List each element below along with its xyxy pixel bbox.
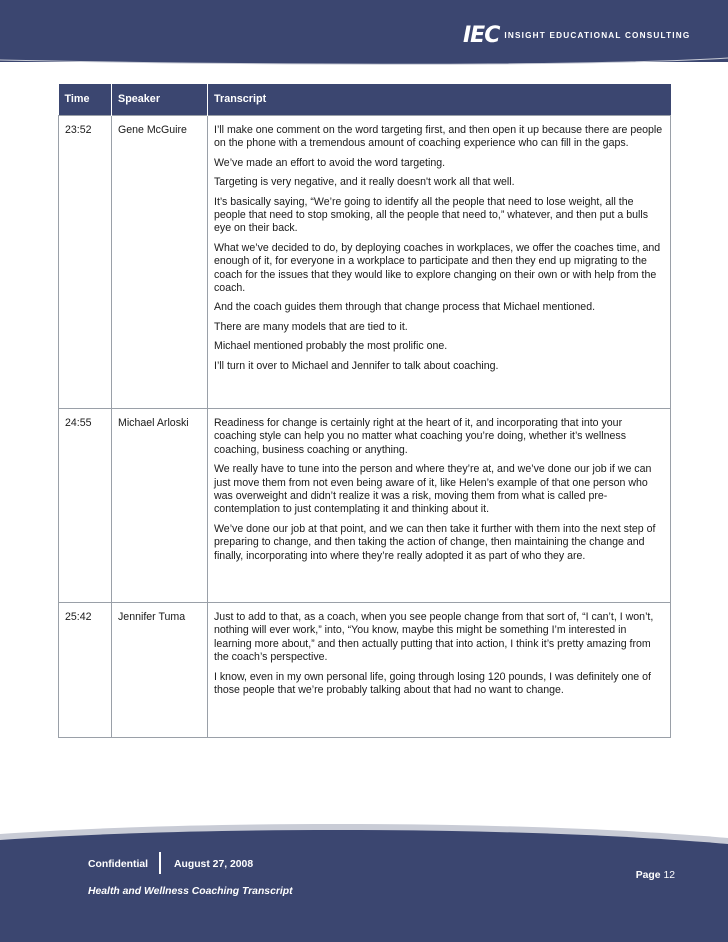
speaker-cell: Jennifer Tuma [112, 603, 208, 738]
footer-band [0, 812, 728, 942]
company-logo [463, 24, 690, 48]
transcript-paragraph: Targeting is very negative, and it really doesn't work all that well. [214, 176, 515, 189]
time-cell: 25:42 [59, 603, 112, 738]
transcript-paragraph: We’ve made an effort to avoid the word targeting. [214, 156, 446, 169]
table-row [59, 603, 671, 738]
transcript-paragraph: We really have to tune into the person and where they’re at, and we’ve done our job if we can just move them from not even being aware of it, like Helen’s example of that one person who was overweight and didn’t realize it was a risk, moving them from what is called pre-contemplation to just contemplating it and thinking about it. [214, 463, 652, 516]
transcript-cell [208, 603, 671, 738]
header-curve [0, 44, 728, 84]
time-cell: 24:55 [59, 409, 112, 603]
transcript-paragraph: I’ll turn it over to Michael and Jennifer to talk about coaching. [214, 359, 499, 372]
table-header-row [59, 84, 671, 116]
transcript-paragraph: Just to add to that, as a coach, when you see people change from that sort of, “I can’t, I won’t, nothing will ever work,” into, “You know, maybe this might be something I’m interested in learning more about,” and then actually putting that into action, I think it’s pretty amazing from the coach’s perspective. [214, 611, 654, 664]
page-label: Page [635, 870, 661, 881]
logo-text: INSIGHT EDUCATIONAL CONSULTING [504, 31, 691, 40]
page-number-value: 12 [663, 870, 675, 881]
transcript-paragraph: We’ve done our job at that point, and we can then take it further with them into the next step of preparing to change, and then taking the action of change, then maintaining the change and finally, incorporating into where they’re really adopted it as part of who they are. [214, 522, 656, 562]
time-cell: 23:52 [59, 116, 112, 409]
transcript-table [58, 84, 671, 738]
footer-date: August 27, 2008 [174, 859, 254, 870]
confidential-label: Confidential [88, 859, 149, 870]
transcript-paragraph: It’s basically saying, “We’re going to identify all the people that need to lose weight, all the people that need to stop smoking, all the people that need to,” whatever, and then put a bulls eye on their back. [214, 195, 649, 235]
transcript-paragraph: I’ll make one comment on the word targeting first, and then open it up because there are people on the phone with a tremendous amount of coaching experience who can fill in the gaps. [214, 124, 663, 150]
transcript-paragraph: Readiness for change is certainly right at the heart of it, and incorporating that into your coaching style can help you no matter what coaching you’re doing, whether it’s wellness coaching, business coaching or anything. [214, 417, 627, 456]
column-header-time: Time [59, 84, 112, 116]
speaker-cell: Gene McGuire [112, 116, 208, 409]
transcript-paragraph: And the coach guides them through that change process that Michael mentioned. [214, 301, 596, 314]
speaker-cell: Michael Arloski [112, 409, 208, 603]
logo-mark: IEC [463, 23, 500, 48]
transcript-cell [208, 116, 671, 409]
transcript-cell [208, 409, 671, 603]
transcript-paragraph: There are many models that are tied to it. [214, 320, 408, 333]
table-row [59, 116, 671, 409]
document-title: Health and Wellness Coaching Transcript [88, 886, 293, 897]
transcript-paragraph: Michael mentioned probably the most prolific one. [214, 340, 448, 353]
table-row [59, 409, 671, 603]
column-header-transcript: Transcript [208, 84, 671, 116]
transcript-paragraph: What we’ve decided to do, by deploying coaches in workplaces, we offer the coaches time, and enough of it, for everyone in a workplace to participate and then they end up migrating to the coach for the issues that they would like to explore changing on their own or with help from the coach. [214, 241, 661, 295]
transcript-paragraph: I know, even in my own personal life, going through losing 120 pounds, I was definitely one of those people that we’re probably talking about that had no want to change. [214, 670, 651, 697]
column-header-speaker: Speaker [112, 84, 208, 116]
